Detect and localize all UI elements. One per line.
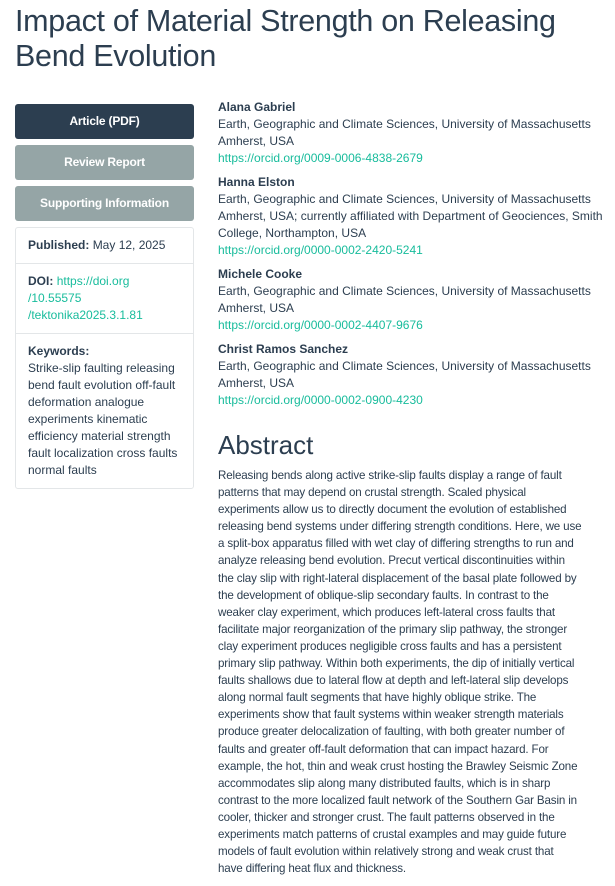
abstract-line: clay experiment produces negligible cross faults and has a persistent — [218, 639, 562, 653]
abstract-line: primary slip pathway. Within both experiments, the dip of initially vertical — [218, 657, 575, 671]
abstract-line: Releasing bends along active strike-slip faults display a range of fault — [218, 469, 562, 482]
abstract-line: patterns that may depend on crustal strength. Scaled physical — [218, 486, 526, 500]
doi-link-part: https://doi.org — [56, 274, 130, 288]
abstract-line: experiments match patterns of crustal examples and may guide future — [218, 827, 567, 841]
keywords-label: Keywords: — [28, 344, 90, 358]
abstract-line: faults shallows due to lateral flow at depth and left-lateral slip develops — [218, 674, 569, 688]
author-name: Michele Cooke — [218, 267, 303, 281]
author-name: Christ Ramos Sanchez — [218, 342, 349, 356]
abstract-line: example, the hot, thin and weak crust hosting the Brawley Seismic Zone — [218, 759, 578, 773]
abstract-line: along normal fault segments that have highly oblique strike. The — [218, 691, 537, 705]
abstract-line: the development of oblique-slip secondary faults. In contrast to the — [218, 588, 549, 602]
author-orcid-link[interactable]: https://orcid.org/0000-0002-0900-4230 — [218, 393, 423, 407]
supporting-information-button[interactable]: Supporting Information — [15, 186, 194, 221]
abstract-line: weaker clay experiment, which produces left-lateral cross faults that — [218, 605, 555, 619]
abstract-line: the clay slip with right-lateral displacement of the basal plate followed by — [218, 571, 577, 585]
abstract-line: analyze releasing bend evolution. Precut vertical discontinuities within — [218, 554, 565, 568]
abstract-line: facilitate major reorganization of the primary slip pathway, the stronger — [218, 622, 568, 636]
abstract-text — [218, 467, 610, 877]
abstract-line: produce greater delocalization of faulting, with both greater number of — [218, 725, 565, 739]
abstract-line: models of fault evolution within relatively strong and weak crust that — [218, 845, 554, 859]
author-affiliation: Earth, Geographic and Climate Sciences, University of Massachusetts Amherst, USA; currently affiliated with Department of Geociences, Smith College, Northampton, USA — [218, 192, 603, 240]
published-item — [16, 228, 193, 264]
abstract-line: experiments show that fault systems within weaker strength materials — [218, 708, 564, 722]
abstract-line: accommodates slip along many distributed faults, which is in sharp — [218, 776, 551, 790]
abstract-line: contrast to the more localized fault network of the Southern Gar Basin in — [218, 793, 577, 807]
abstract-line: faults and greater off-fault deformation that can impact hazard. For — [218, 742, 549, 756]
author-list — [218, 99, 608, 416]
author-entry — [218, 266, 608, 334]
abstract-line: cooler, thicker and stronger crust. The fault patterns observed in the — [218, 810, 555, 824]
abstract-heading: Abstract — [218, 430, 314, 460]
abstract-line: a split-box apparatus filled with wet clay of differing strengths to run and — [218, 537, 574, 551]
keywords-item — [16, 334, 193, 488]
doi-label: DOI: — [28, 274, 54, 288]
review-report-button[interactable]: Review Report — [15, 145, 194, 180]
published-label: Published: — [28, 238, 90, 252]
abstract-line: experiments allow us to directly document the evolution of established — [218, 503, 567, 517]
author-entry — [218, 99, 608, 167]
article-metadata-panel — [15, 227, 194, 489]
author-name: Hanna Elston — [218, 175, 295, 189]
article-title: Impact of Material Strength on Releasing Bend Evolution — [15, 4, 556, 73]
author-orcid-link[interactable]: https://orcid.org/0000-0002-4407-9676 — [218, 318, 423, 332]
doi-link-part: /tektonika2025.3.1.81 — [28, 308, 143, 322]
author-name: Alana Gabriel — [218, 100, 296, 114]
abstract-line: releasing bend systems under differing strength conditions. Here, we use — [218, 520, 582, 534]
author-orcid-link[interactable]: https://orcid.org/0000-0002-2420-5241 — [218, 243, 423, 257]
published-date: May 12, 2025 — [92, 238, 166, 252]
doi-item — [16, 264, 193, 334]
doi-link-part: /10.55575 — [28, 291, 82, 305]
keywords-text: Strike-slip faulting releasing bend fault evolution off-fault deformation analogue experiments kinematic efficiency material strength fault localization cross faults normal faults — [28, 361, 178, 477]
author-entry — [218, 174, 608, 259]
article-pdf-button[interactable]: Article (PDF) — [15, 104, 194, 139]
abstract-line: have differing heat flux and thickness. — [218, 862, 406, 876]
author-affiliation: Earth, Geographic and Climate Sciences, University of Massachusetts Amherst, USA — [218, 359, 591, 390]
author-entry — [218, 341, 608, 409]
author-orcid-link[interactable]: https://orcid.org/0009-0006-4838-2679 — [218, 151, 423, 165]
sidebar — [15, 104, 194, 489]
author-affiliation: Earth, Geographic and Climate Sciences, University of Massachusetts Amherst, USA — [218, 117, 591, 148]
author-affiliation: Earth, Geographic and Climate Sciences, University of Massachusetts Amherst, USA — [218, 284, 591, 315]
